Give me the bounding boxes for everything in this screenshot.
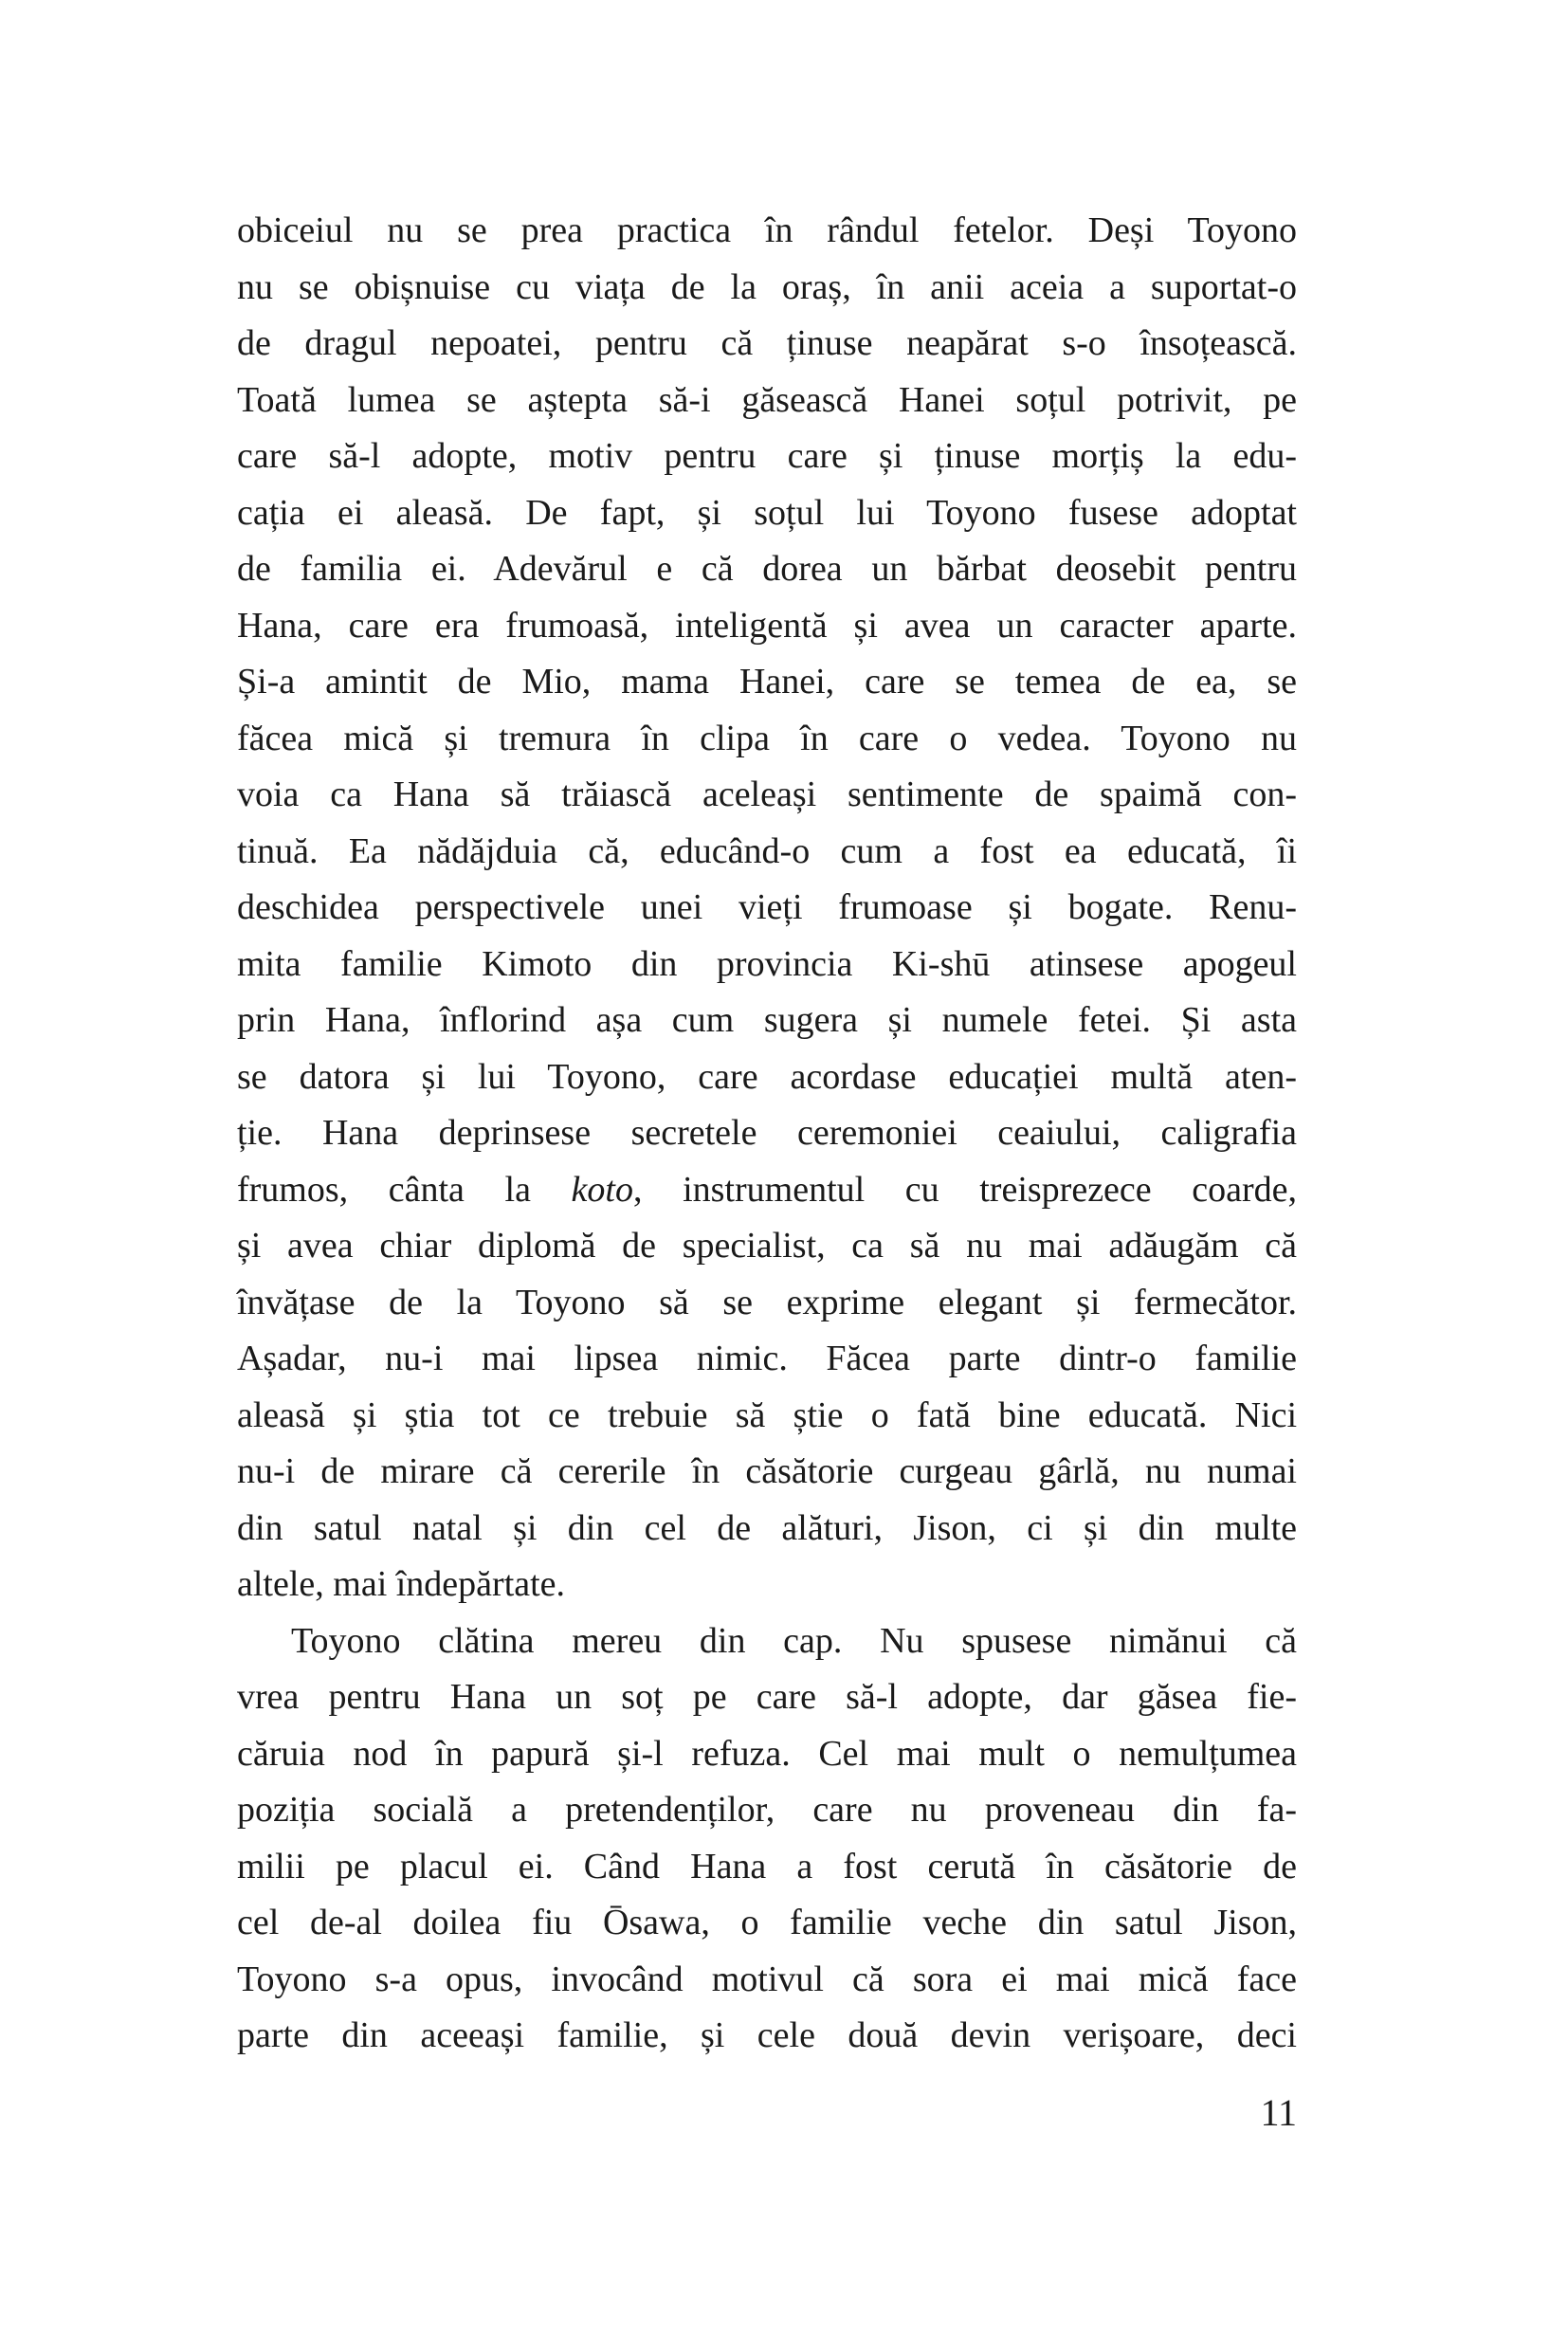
text-line (237, 598, 1297, 655)
regular-text: poziția socială a pretendenților, care nu proveneau din fa- (237, 1790, 1297, 1830)
regular-text: ție. Hana deprinsese secretele ceremoniei ceaiului, caligrafia (237, 1113, 1297, 1153)
regular-text: mita familie Kimoto din provincia Ki-shū atinsese apogeul (237, 943, 1297, 984)
text-line (237, 1218, 1297, 1275)
regular-text: nu-i de mirare că cererile în căsătorie curgeau gârlă, nu numai (237, 1451, 1297, 1491)
regular-text: făcea mică și tremura în clipa în care o vedea. Toyono nu (237, 718, 1297, 758)
regular-text: frumos, cânta la (237, 1169, 572, 1210)
text-line (237, 541, 1297, 598)
regular-text: și avea chiar diplomă de specialist, ca să nu mai adăugăm că (237, 1226, 1297, 1266)
text-line (237, 1782, 1297, 1839)
text-line (237, 2008, 1297, 2065)
regular-text: aleasă și știa tot ce trebuie să știe o fată bine educată. Nici (237, 1394, 1297, 1435)
page-number: 11 (1260, 2091, 1297, 2134)
regular-text: Așadar, nu-i mai lipsea nimic. Făcea parte dintr-o familie (237, 1339, 1297, 1378)
regular-text: deschidea perspectivele unei vieți frumoase și bogate. Renu- (237, 887, 1297, 927)
text-line (237, 1895, 1297, 1952)
text-line (237, 1613, 1297, 1670)
regular-text: tinuă. Ea nădăjduia că, educând-o cum a fost ea educată, îi (237, 830, 1297, 871)
text-line (237, 1105, 1297, 1162)
regular-text: care să-l adopte, motiv pentru care și ținuse morțiș la edu- (237, 436, 1297, 476)
italic-text: koto (571, 1169, 633, 1210)
text-line (237, 1669, 1297, 1726)
text-line (237, 1726, 1297, 1783)
regular-text: Hana, care era frumoasă, inteligentă și avea un caracter aparte. (237, 605, 1297, 646)
regular-text: parte din aceeași familie, și cele două devin verișoare, deci (237, 2015, 1297, 2055)
text-line (237, 316, 1297, 373)
regular-text: obiceiul nu se prea practica în rândul fetelor. Deși Toyono (237, 210, 1297, 250)
regular-text: Toată lumea se aștepta să-i găsească Hanei soțul potrivit, pe (237, 379, 1297, 420)
text-line (237, 373, 1297, 429)
regular-text: cel de-al doilea fiu Ōsawa, o familie veche din satul Jison, (237, 1903, 1297, 1942)
regular-text: cația ei aleasă. De fapt, și soțul lui Toyono fusese adoptat (237, 492, 1297, 533)
regular-text: Și-a amintit de Mio, mama Hanei, care se temea de ea, se (237, 662, 1297, 702)
regular-text: învățase de la Toyono să se exprime elegant și fermecător. (237, 1282, 1297, 1322)
text-line (237, 993, 1297, 1049)
regular-text: de familia ei. Adevărul e că dorea un bărbat deosebit pentru (237, 549, 1297, 589)
text-line (237, 880, 1297, 937)
text-line (237, 1557, 1297, 1613)
text-line (237, 203, 1297, 260)
regular-text: din satul natal și din cel de alături, Jison, ci și din multe (237, 1507, 1297, 1548)
regular-text: se datora și lui Toyono, care acordase educației multă aten- (237, 1056, 1297, 1097)
text-line (237, 1839, 1297, 1896)
regular-text: vrea pentru Hana un soț pe care să-l adopte, dar găsea fie- (237, 1677, 1297, 1717)
text-line (237, 260, 1297, 317)
text-line (237, 654, 1297, 711)
text-line (237, 1501, 1297, 1558)
text-line (237, 1275, 1297, 1332)
regular-text: de dragul nepoatei, pentru că ținuse neapărat s-o însoțească. (237, 323, 1297, 363)
text-line (237, 1331, 1297, 1388)
text-line (237, 824, 1297, 881)
text-line (237, 1388, 1297, 1445)
text-line (237, 767, 1297, 824)
regular-text: Toyono clătina mereu din cap. Nu spusese nimănui că (291, 1620, 1297, 1661)
text-line (237, 1952, 1297, 2009)
regular-text: , instrumentul cu treisprezece coarde, (632, 1169, 1298, 1210)
text-line (237, 937, 1297, 993)
text-line (237, 1049, 1297, 1106)
text-line (237, 1444, 1297, 1501)
regular-text: căruia nod în papură și-l refuza. Cel mai mult o nemulțumea (237, 1733, 1297, 1774)
text-line (237, 711, 1297, 768)
text-line (237, 1162, 1297, 1219)
body-text (237, 203, 1297, 2065)
regular-text: nu se obișnuise cu viața de la oraș, în anii aceia a suportat-o (237, 266, 1297, 307)
regular-text: voia ca Hana să trăiască aceleași sentimente de spaimă con- (237, 775, 1297, 814)
regular-text: milii pe placul ei. Când Hana a fost cerută în căsătorie de (237, 1846, 1297, 1886)
regular-text: Toyono s-a opus, invocând motivul că sora ei mai mică face (237, 1959, 1297, 1999)
text-line (237, 428, 1297, 485)
regular-text: prin Hana, înflorind așa cum sugera și numele fetei. Și asta (237, 1000, 1297, 1040)
text-line (237, 485, 1297, 542)
regular-text: altele, mai îndepărtate. (237, 1564, 566, 1604)
